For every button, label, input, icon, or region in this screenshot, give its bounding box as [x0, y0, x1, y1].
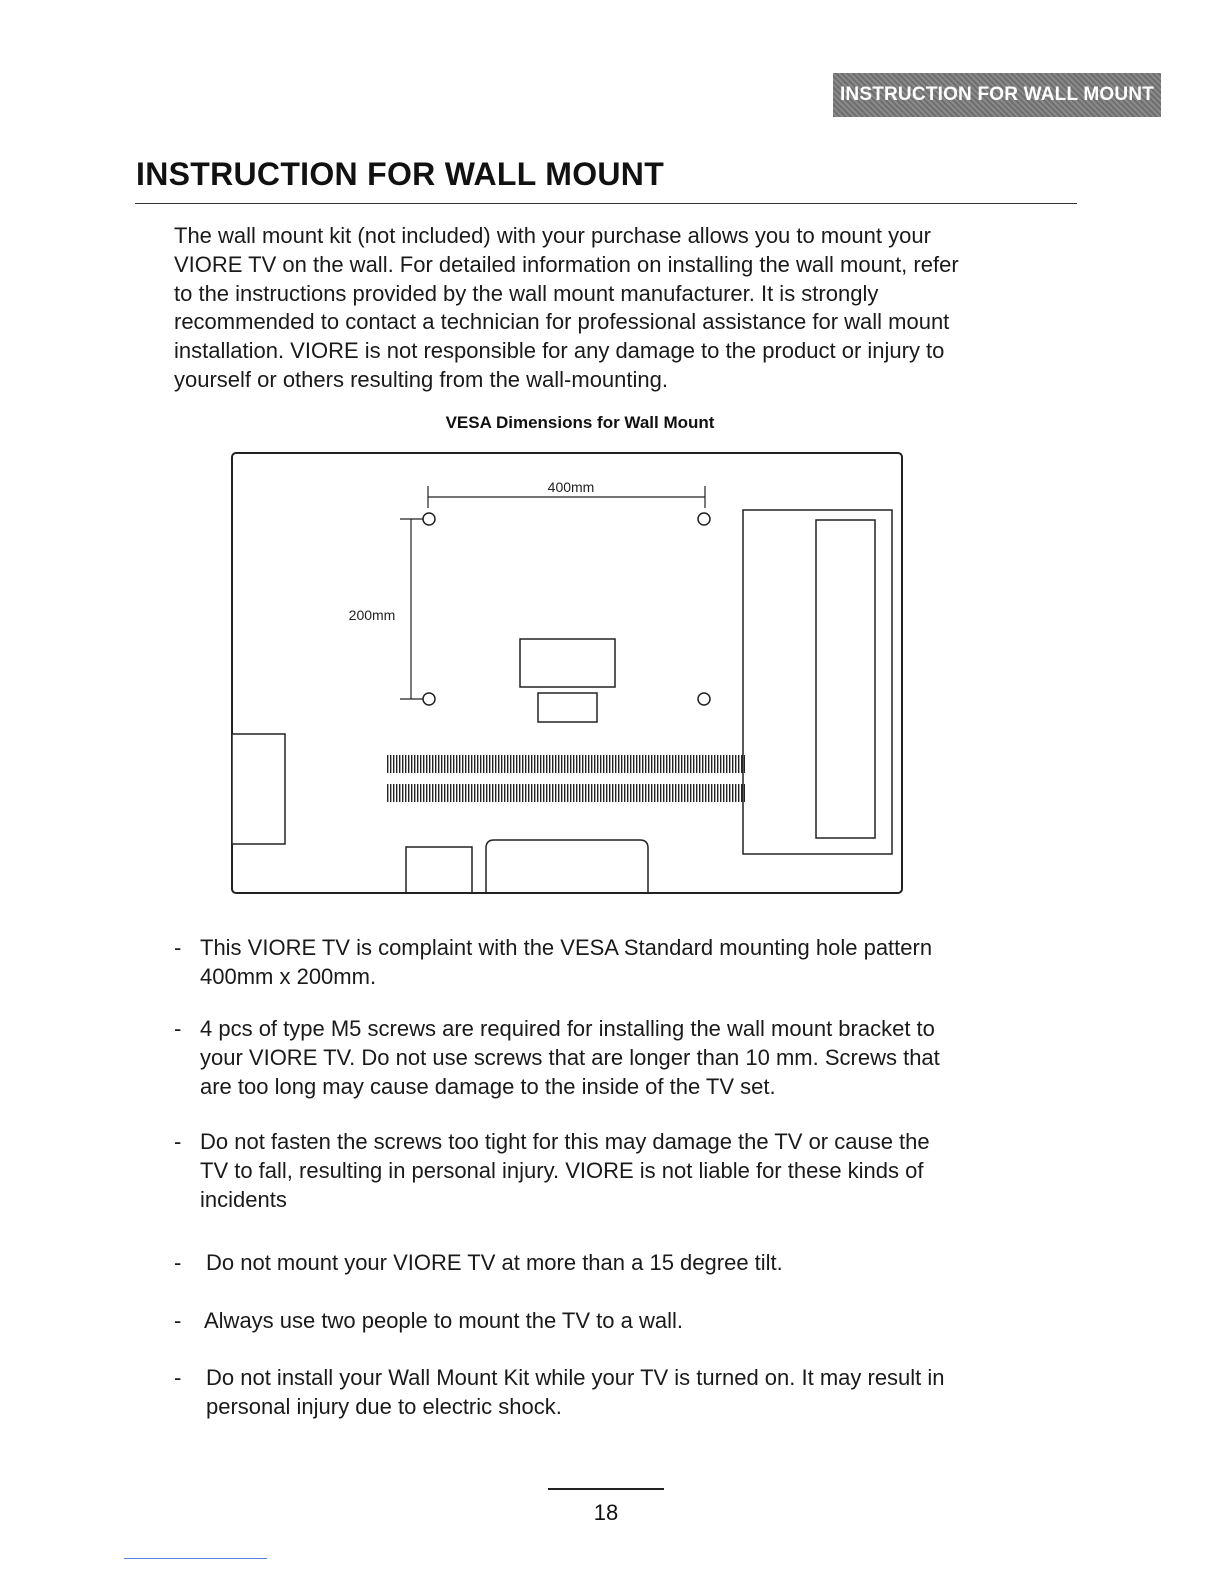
- bottom-underline: [124, 1558, 267, 1559]
- center-panel-small: [538, 693, 597, 722]
- list-item: [174, 934, 1034, 992]
- intro-line: installation. VIORE is not responsible for any damage to the product or injury to: [174, 338, 945, 364]
- footer-divider: [548, 1488, 664, 1490]
- section-header-tab: INSTRUCTION FOR WALL MOUNT: [833, 73, 1161, 117]
- intro-paragraph: [174, 222, 1054, 395]
- list-item: [174, 1015, 1034, 1101]
- mounting-hole-top-left: [423, 513, 435, 525]
- intro-line: yourself or others resulting from the wall-mounting.: [174, 366, 668, 392]
- vent-row-top: [386, 755, 745, 773]
- title-divider: [135, 203, 1077, 204]
- left-port-panel: [232, 734, 285, 844]
- diagram-caption: VESA Dimensions for Wall Mount: [445, 413, 715, 432]
- center-panel-large: [520, 639, 615, 687]
- bullet-line: 4 pcs of type M5 screws are required for installing the wall mount bracket to: [200, 1016, 935, 1041]
- bullet-line: your VIORE TV. Do not use screws that are longer than 10 mm. Screws that: [200, 1044, 940, 1070]
- intro-line: VIORE TV on the wall. For detailed information on installing the wall mount, refer: [174, 251, 959, 277]
- bullet-line: incidents: [200, 1186, 287, 1212]
- bullet-text: [204, 1307, 1034, 1336]
- list-item: [174, 1128, 1034, 1214]
- bullet-text: [200, 1128, 1034, 1214]
- height-dimension-label: 200mm: [348, 607, 396, 623]
- bullet-dash: -: [174, 935, 182, 960]
- width-dimension-label: 400mm: [547, 479, 595, 495]
- bullet-text: [200, 1015, 1034, 1101]
- bullet-dash: -: [174, 1016, 182, 1041]
- right-compartment-outer: [743, 510, 892, 854]
- bullet-line: Always use two people to mount the TV to a wall.: [204, 1308, 683, 1333]
- mounting-hole-bottom-left: [423, 693, 435, 705]
- bullet-dash: -: [174, 1129, 182, 1154]
- bottom-port-large: [486, 840, 648, 893]
- bullet-line: TV to fall, resulting in personal injury. VIORE is not liable for these kinds of: [200, 1157, 924, 1183]
- bullet-line: are too long may cause damage to the inside of the TV set.: [200, 1073, 776, 1099]
- bullet-line: Do not mount your VIORE TV at more than a 15 degree tilt.: [206, 1250, 783, 1275]
- bullet-text: [206, 1249, 1034, 1278]
- intro-line: recommended to contact a technician for professional assistance for wall mount: [174, 309, 950, 335]
- intro-line: The wall mount kit (not included) with your purchase allows you to mount your: [174, 223, 931, 248]
- bullet-line: Do not install your Wall Mount Kit while your TV is turned on. It may result in: [206, 1365, 945, 1390]
- bullet-text: [200, 934, 1034, 992]
- bottom-port-small: [406, 847, 472, 893]
- bullet-dash: -: [174, 1250, 182, 1275]
- vesa-diagram: [228, 448, 908, 900]
- bullet-dash: -: [174, 1365, 182, 1390]
- list-item: [174, 1307, 1034, 1336]
- vent-row-bottom: [386, 784, 745, 802]
- mounting-hole-bottom-right: [698, 693, 710, 705]
- list-item: [174, 1364, 1034, 1422]
- bullet-text: [206, 1364, 1034, 1422]
- page-title: INSTRUCTION FOR WALL MOUNT: [136, 156, 665, 192]
- list-item: [174, 1249, 1034, 1278]
- bullet-line: personal injury due to electric shock.: [206, 1393, 562, 1419]
- mounting-hole-top-right: [698, 513, 710, 525]
- bullet-dash: -: [174, 1308, 182, 1333]
- bullet-line: Do not fasten the screws too tight for this may damage the TV or cause the: [200, 1129, 930, 1154]
- intro-line: to the instructions provided by the wall mount manufacturer. It is strongly: [174, 280, 879, 306]
- bullet-line: 400mm x 200mm.: [200, 963, 377, 989]
- bullet-line: This VIORE TV is complaint with the VESA Standard mounting hole pattern: [200, 935, 933, 960]
- page-number: 18: [593, 1500, 619, 1525]
